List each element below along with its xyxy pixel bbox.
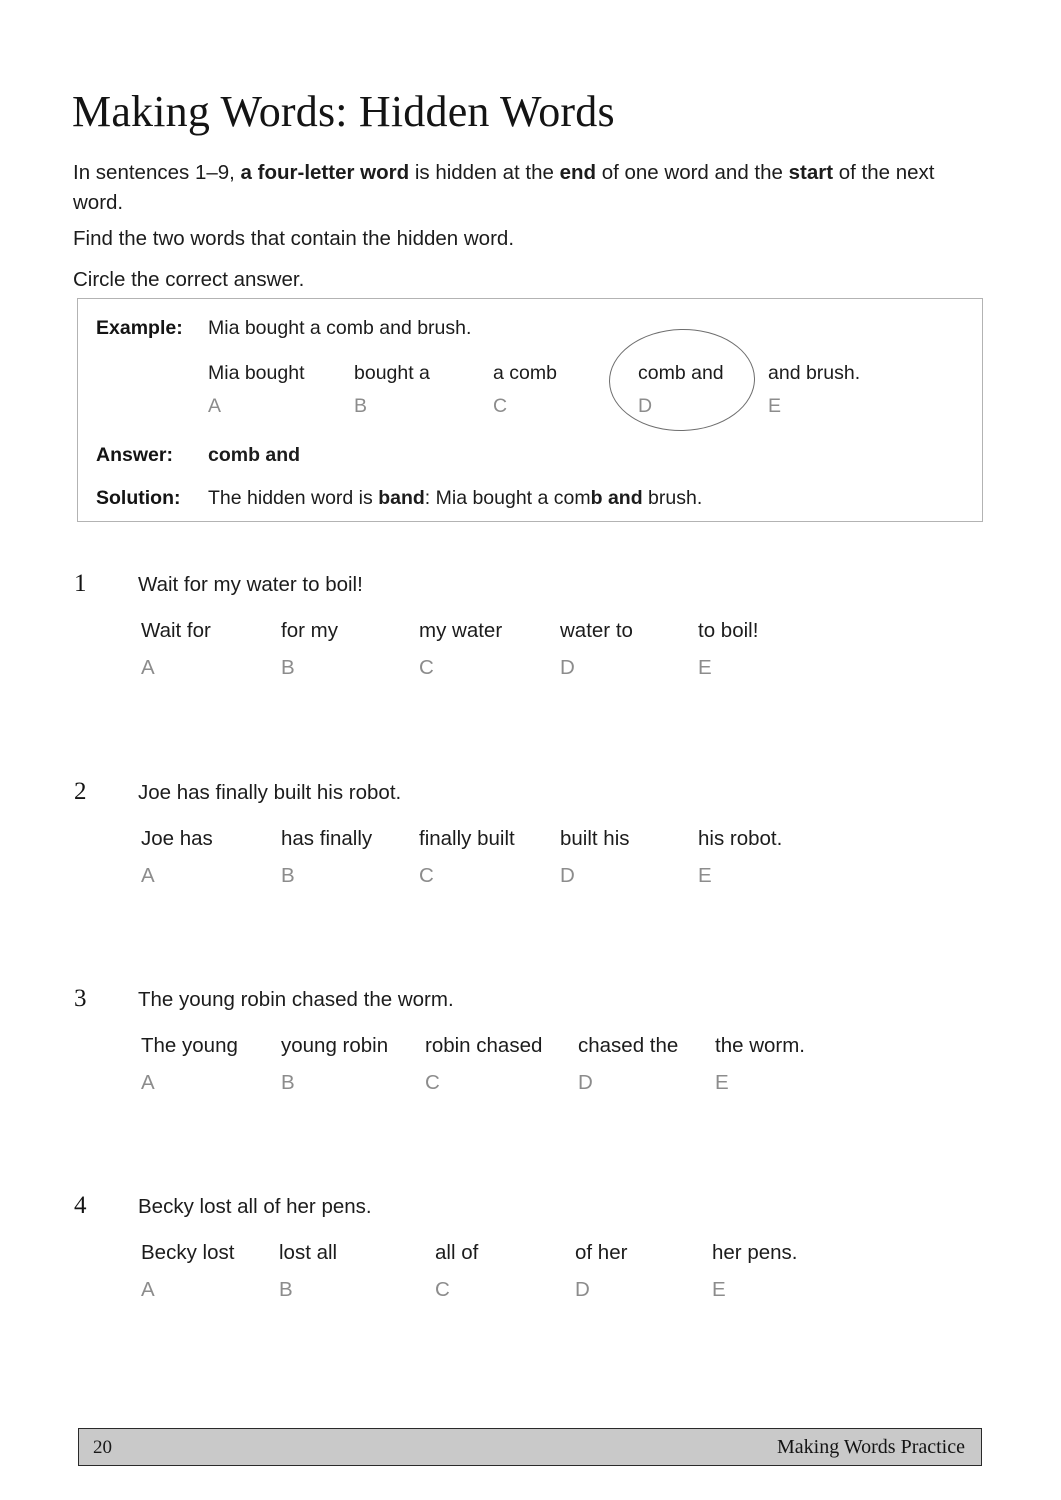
question-4-option-b[interactable] bbox=[279, 1240, 337, 1302]
option-text: finally built bbox=[419, 827, 515, 850]
question-3-option-c[interactable] bbox=[425, 1033, 542, 1095]
example-option-letter: E bbox=[768, 395, 782, 417]
solution-mid: : Mia bought a com bbox=[424, 487, 591, 509]
option-letter: B bbox=[281, 656, 295, 679]
question-sentence: Becky lost all of her pens. bbox=[138, 1195, 372, 1218]
question-option-row bbox=[0, 1033, 1061, 1099]
question-2-option-b[interactable] bbox=[281, 826, 372, 888]
option-letter: B bbox=[281, 864, 295, 887]
example-option-a[interactable] bbox=[208, 361, 304, 418]
option-letter: D bbox=[575, 1278, 590, 1301]
question-4-option-d[interactable] bbox=[575, 1240, 627, 1302]
option-letter: E bbox=[698, 656, 712, 679]
option-letter: B bbox=[279, 1278, 293, 1301]
question-3-option-d[interactable] bbox=[578, 1033, 678, 1095]
example-option-letter: D bbox=[638, 395, 653, 417]
footer-section-title: Making Words Practice bbox=[777, 1436, 965, 1458]
question-2-option-a[interactable] bbox=[141, 826, 213, 888]
question-option-row bbox=[0, 618, 1061, 684]
option-letter: A bbox=[141, 864, 155, 887]
example-sentence: Mia bought a comb and brush. bbox=[208, 317, 472, 339]
instruction-text-mid-2: of one word and the bbox=[596, 160, 789, 184]
example-option-letter: B bbox=[354, 395, 368, 417]
question-number: 3 bbox=[74, 985, 87, 1012]
option-text: of her bbox=[575, 1241, 628, 1264]
example-box bbox=[77, 298, 983, 522]
instruction-bold-four-letter-word: a four-letter word bbox=[240, 160, 410, 184]
option-text: his robot. bbox=[698, 827, 783, 850]
instruction-paragraph-1 bbox=[73, 158, 953, 218]
question-3-option-b[interactable] bbox=[281, 1033, 388, 1095]
example-option-row bbox=[78, 361, 984, 431]
footer-page-number: 20 bbox=[93, 1437, 112, 1458]
question-1-option-c[interactable] bbox=[419, 618, 502, 680]
example-option-text: Mia bought bbox=[208, 362, 305, 384]
option-letter: D bbox=[560, 864, 575, 887]
example-option-letter: C bbox=[493, 395, 508, 417]
question-1-option-b[interactable] bbox=[281, 618, 338, 680]
question-3-option-a[interactable] bbox=[141, 1033, 238, 1095]
instruction-bold-start: start bbox=[788, 160, 834, 184]
example-option-text: a comb bbox=[493, 362, 557, 384]
footer-bar bbox=[78, 1428, 982, 1466]
instruction-text-mid-1: is hidden at the bbox=[409, 160, 560, 184]
example-option-letter: A bbox=[208, 395, 222, 417]
option-text: young robin bbox=[281, 1034, 389, 1057]
option-text: her pens. bbox=[712, 1241, 798, 1264]
example-option-text: comb and bbox=[638, 362, 724, 384]
option-text: built his bbox=[560, 827, 630, 850]
option-letter: C bbox=[419, 656, 434, 679]
option-text: the worm. bbox=[715, 1034, 805, 1057]
question-2-option-e[interactable] bbox=[698, 826, 782, 888]
question-2-option-c[interactable] bbox=[419, 826, 515, 888]
option-text: Joe has bbox=[141, 827, 213, 850]
question-4-option-c[interactable] bbox=[435, 1240, 478, 1302]
question-3-option-e[interactable] bbox=[715, 1033, 805, 1095]
question-4-option-a[interactable] bbox=[141, 1240, 234, 1302]
option-text: lost all bbox=[279, 1241, 338, 1264]
question-sentence: Joe has finally built his robot. bbox=[138, 781, 402, 804]
instruction-text-suffix: of the next word. bbox=[73, 160, 935, 214]
option-text: water to bbox=[560, 619, 633, 642]
question-option-row bbox=[0, 826, 1061, 892]
option-text: Becky lost bbox=[141, 1241, 235, 1264]
example-label: Example: bbox=[96, 317, 183, 339]
option-letter: A bbox=[141, 1278, 155, 1301]
example-option-e[interactable] bbox=[768, 361, 860, 418]
instruction-paragraph-3: Circle the correct answer. bbox=[73, 267, 305, 291]
instruction-bold-end: end bbox=[559, 160, 597, 184]
option-letter: D bbox=[578, 1071, 593, 1094]
option-text: robin chased bbox=[425, 1034, 543, 1057]
option-letter: E bbox=[712, 1278, 726, 1301]
example-option-c[interactable] bbox=[493, 361, 557, 418]
option-text: The young bbox=[141, 1034, 238, 1057]
answer-value: comb and bbox=[208, 444, 301, 466]
solution-bold-span: b and bbox=[590, 487, 643, 509]
option-letter: C bbox=[435, 1278, 450, 1301]
example-option-b[interactable] bbox=[354, 361, 430, 418]
question-number: 2 bbox=[74, 778, 87, 805]
option-text: my water bbox=[419, 619, 503, 642]
question-sentence: Wait for my water to boil! bbox=[138, 573, 363, 596]
option-letter: E bbox=[698, 864, 712, 887]
solution-suffix: brush. bbox=[642, 487, 703, 509]
option-letter: C bbox=[419, 864, 434, 887]
question-2-option-d[interactable] bbox=[560, 826, 630, 888]
solution-value bbox=[208, 487, 702, 510]
option-text: to boil! bbox=[698, 619, 759, 642]
option-text: Wait for bbox=[141, 619, 211, 642]
option-letter: A bbox=[141, 1071, 155, 1094]
option-letter: D bbox=[560, 656, 575, 679]
solution-prefix: The hidden word is bbox=[208, 487, 379, 509]
option-text: chased the bbox=[578, 1034, 679, 1057]
question-4-option-e[interactable] bbox=[712, 1240, 797, 1302]
question-number: 4 bbox=[74, 1192, 87, 1219]
option-letter: A bbox=[141, 656, 155, 679]
option-text: has finally bbox=[281, 827, 373, 850]
solution-label: Solution: bbox=[96, 487, 181, 509]
option-letter: B bbox=[281, 1071, 295, 1094]
option-text: all of bbox=[435, 1241, 479, 1264]
example-option-text: bought a bbox=[354, 362, 430, 384]
example-option-text: and brush. bbox=[768, 362, 861, 384]
instruction-text-prefix: In sentences 1–9, bbox=[73, 160, 241, 184]
answer-label: Answer: bbox=[96, 444, 173, 466]
option-letter: E bbox=[715, 1071, 729, 1094]
question-1-option-d[interactable] bbox=[560, 618, 633, 680]
option-text: for my bbox=[281, 619, 338, 642]
option-letter: C bbox=[425, 1071, 440, 1094]
page-title: Making Words: Hidden Words bbox=[72, 87, 615, 137]
solution-hidden-word: band bbox=[378, 487, 425, 509]
question-option-row bbox=[0, 1240, 1061, 1306]
instruction-paragraph-2: Find the two words that contain the hidden word. bbox=[73, 226, 515, 250]
question-1-option-e[interactable] bbox=[698, 618, 758, 680]
question-sentence: The young robin chased the worm. bbox=[138, 988, 454, 1011]
question-number: 1 bbox=[74, 570, 87, 597]
question-1-option-a[interactable] bbox=[141, 618, 211, 680]
